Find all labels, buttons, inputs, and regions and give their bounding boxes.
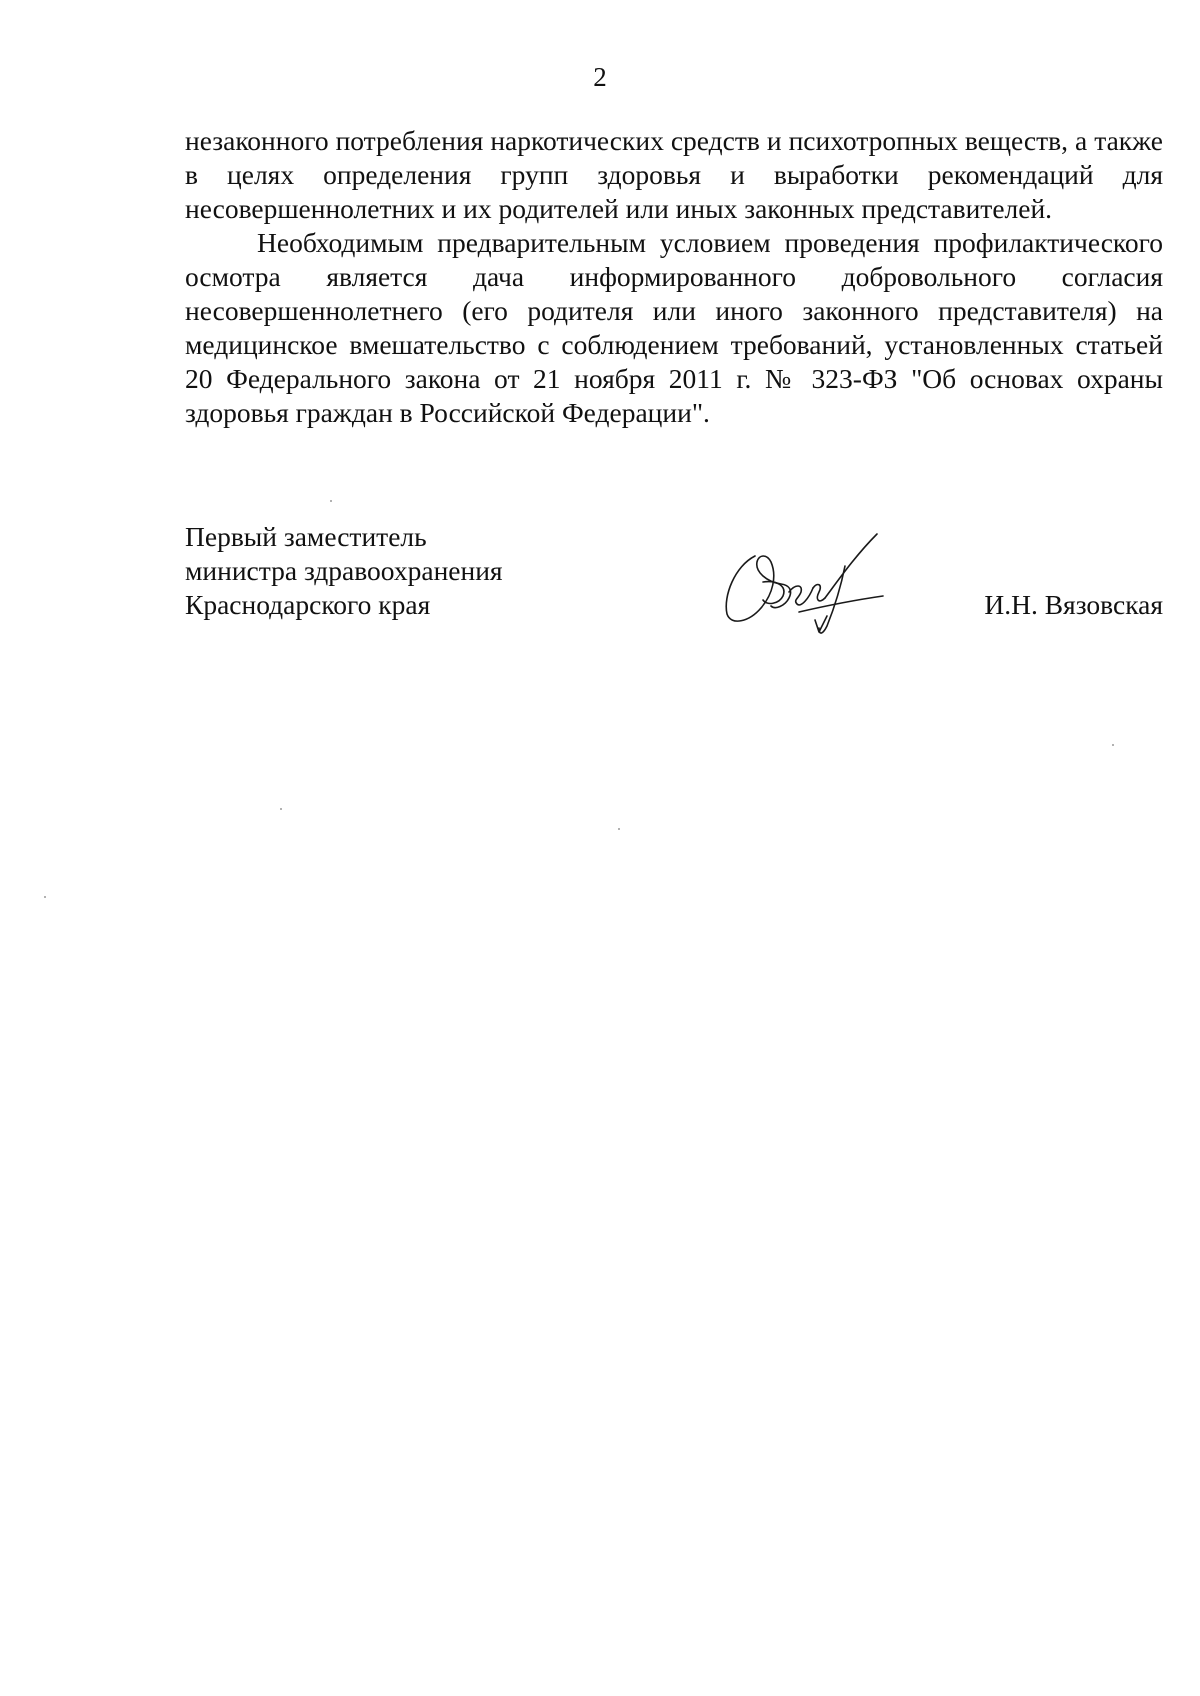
signature-block (185, 520, 1163, 640)
paragraph-continuation: незаконного потребления наркотических средств и психотропных веществ, а также в целях определения групп здоровья и выработки рекомендаций для несовершеннолетних и их родителей или иных законных представителей. (185, 125, 1163, 224)
paragraph-consent: Необходимым предварительным условием проведения профилактического осмотра является дача информированного добровольного согласия несовершеннолетнего (его родителя или иного законного представителя) на медицинское вмешательство с соблюдением требований, установленных статьей 20 Федерального закона от 21 ноября 2011 г. № 323-ФЗ "Об основах охраны здоровья граждан в Российской Федерации". (185, 227, 1163, 428)
handwritten-signature-icon (715, 526, 895, 636)
signer-name: И.Н. Вязовская (984, 589, 1163, 620)
page-number: 2 (593, 62, 607, 92)
signer-title-line-3: Краснодарского края (185, 589, 431, 620)
scan-speck (44, 896, 46, 898)
document-body (185, 124, 1163, 430)
scan-speck (330, 500, 332, 502)
signer-title (185, 520, 503, 622)
signer-title-line-2: министра здравоохранения (185, 555, 503, 586)
scan-speck (1112, 744, 1114, 746)
signer-title-line-1: Первый заместитель (185, 521, 427, 552)
scan-speck (618, 828, 620, 830)
scan-speck (280, 808, 282, 810)
